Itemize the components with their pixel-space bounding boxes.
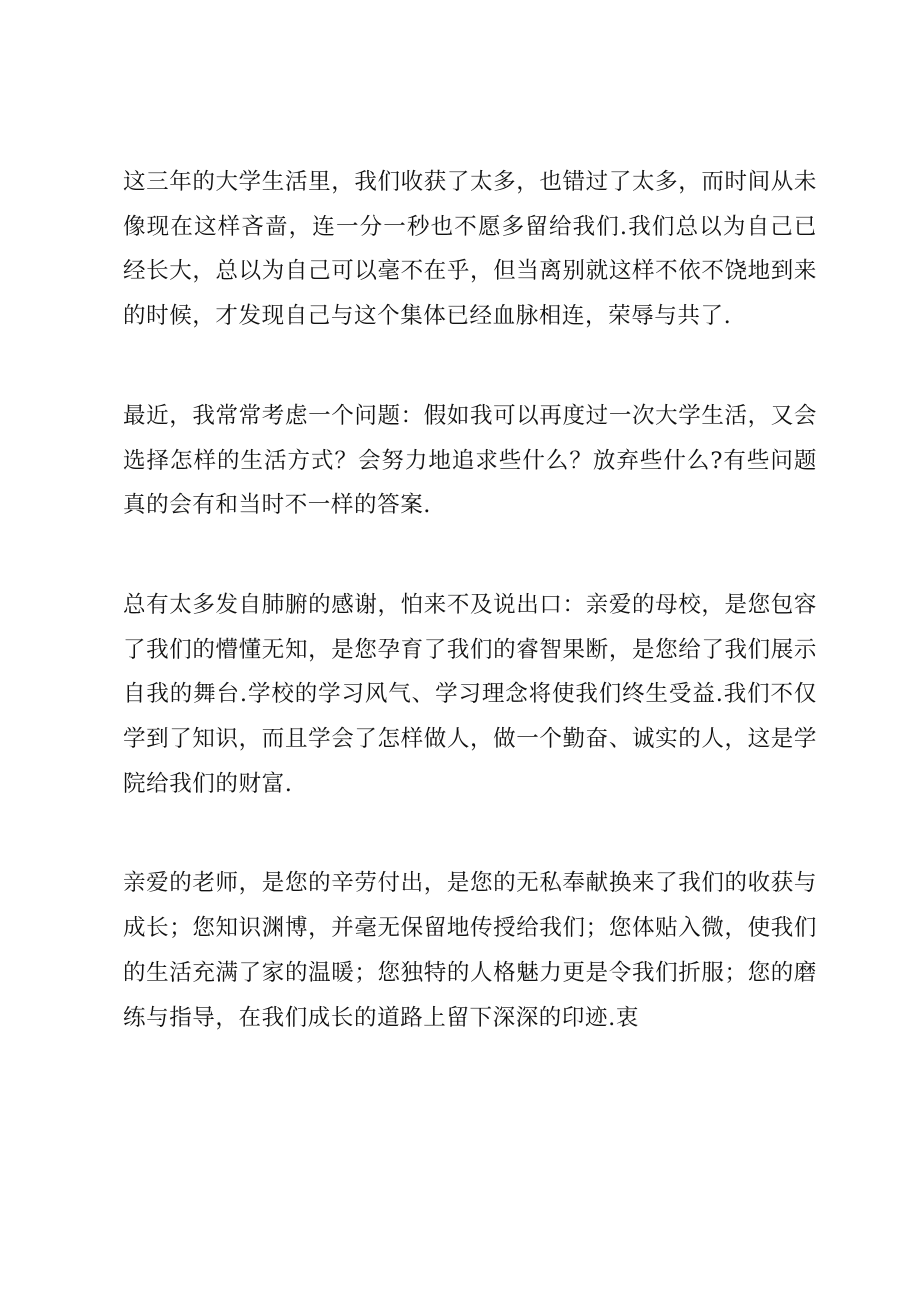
paragraph-3: 总有太多发自肺腑的感谢，怕来不及说出口：亲爱的母校，是您包容了我们的懵懂无知，是您孕育了我们的睿智果断，是您给了我们展示自我的舞台.学校的学习风气、学习理念将使我们终生受益.我们不仅学到了知识，而且学会了怎样做人，做一个勤奋、诚实的人，这是学院给我们的财富. <box>123 591 817 797</box>
paragraph-1: 这三年的大学生活里，我们收获了太多，也错过了太多，而时间从未像现在这样吝啬，连一分一秒也不愿多留给我们.我们总以为自己已经长大，总以为自己可以毫不在乎，但当离别就这样不依不饶地到来的时候，才发现自己与这个集体已经血脉相连，荣辱与共了. <box>123 169 817 330</box>
paragraph-2: 最近，我常常考虑一个问题：假如我可以再度过一次大学生活，又会选择怎样的生活方式？会努力地追求些什么？放弃些什么?有些问题真的会有和当时不一样的答案. <box>123 402 817 519</box>
paragraph-4: 亲爱的老师，是您的辛劳付出，是您的无私奉献换来了我们的收获与成长；您知识渊博，并毫无保留地传授给我们；您体贴入微，使我们的生活充满了家的温暖；您独特的人格魅力更是令我们折服；您的磨练与指导，在我们成长的道路上留下深深的印迹.衷 <box>123 870 817 1031</box>
document-body <box>123 160 817 1040</box>
